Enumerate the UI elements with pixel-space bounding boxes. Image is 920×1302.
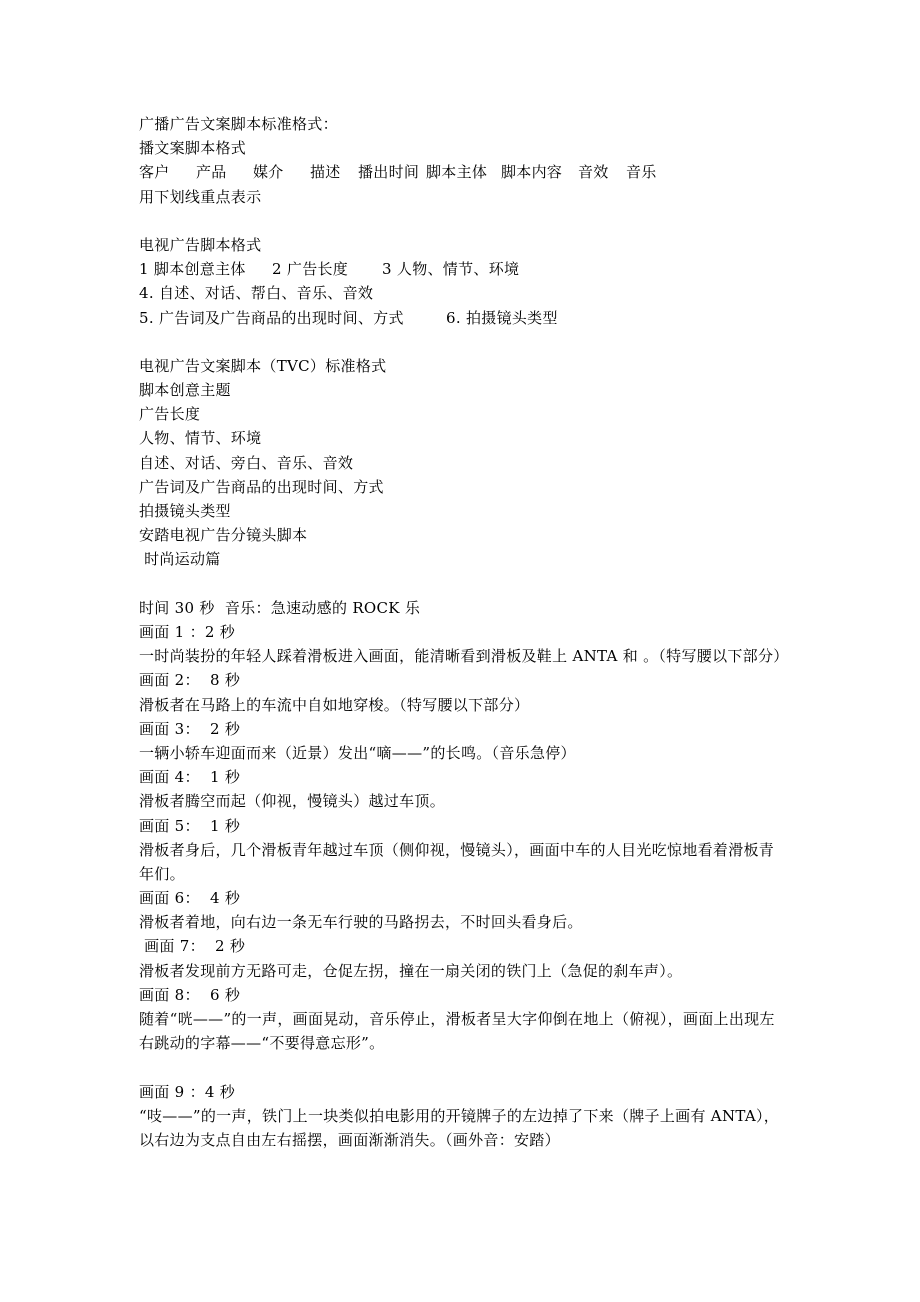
scene-label: 画面 2： 8 秒	[139, 671, 241, 690]
tv-format-item: 2 广告长度	[272, 260, 349, 279]
tvc-item: 脚本创意主题	[139, 381, 231, 400]
scene-description: 随着“咣——”的一声，画面晃动，音乐停止，滑板者呈大字仰倒在地上（俯视），画面上出现左右跳动的字幕——“不要得意忘形”。	[139, 1010, 775, 1053]
scene-label: 画面 1 ：2 秒	[139, 622, 236, 641]
scene-description: 一辆小轿车迎面而来（近景）发出“嘀——”的长鸣。（音乐急停）	[139, 743, 576, 762]
scene-description: 滑板者着地，向右边一条无车行驶的马路拐去，不时回头看身后。	[139, 913, 583, 932]
radio-column-label: 描述	[310, 163, 341, 182]
scene-description: 滑板者发现前方无路可走，仓促左拐，撞在一扇关闭的铁门上（急促的刹车声）。	[139, 961, 683, 980]
tv-format-item: 1 脚本创意主体	[139, 260, 246, 279]
radio-column-label: 脚本主体	[426, 163, 488, 182]
scene-label: 画面 8： 6 秒	[139, 985, 241, 1004]
scene-label: 画面 7： 2 秒	[139, 937, 246, 956]
radio-column-label: 音乐	[626, 163, 657, 182]
example-title: 安踏电视广告分镜头脚本	[139, 526, 308, 545]
radio-section-title: 广播广告文案脚本标准格式：	[139, 115, 338, 133]
radio-column-label: 音效	[578, 163, 609, 182]
tvc-item: 广告词及广告商品的出现时间、方式	[139, 477, 384, 496]
radio-column-label: 媒介	[253, 163, 284, 182]
spacer	[139, 1055, 789, 1079]
tvc-item: 广告长度	[139, 405, 201, 424]
tvc-item: 自述、对话、旁白、音乐、音效	[139, 453, 354, 472]
radio-column-label: 播出时间	[358, 163, 420, 182]
scene-label: 画面 6： 4 秒	[139, 889, 241, 908]
tvc-title: 电视广告文案脚本（TVC）标准格式	[139, 356, 387, 375]
spacer	[139, 209, 789, 233]
example-subtitle: 时尚运动篇	[139, 550, 221, 569]
tv-format-item-4: 4. 自述、对话、帮白、音乐、音效	[139, 284, 374, 303]
scene-label: 画面 3： 2 秒	[139, 719, 241, 738]
scene-label: 画面 4： 1 秒	[139, 768, 241, 787]
script-header: 时间 30 秒 音乐：急速动感的 ROCK 乐	[139, 598, 421, 617]
scene-description: 一时尚装扮的年轻人踩着滑板进入画面，能清晰看到滑板及鞋上 ANTA 和 。（特写腰以下部分）	[139, 647, 789, 666]
scene-description: 滑板者在马路上的车流中自如地穿梭。（特写腰以下部分）	[139, 695, 530, 714]
tv-format-row-1	[139, 257, 789, 281]
radio-column-label: 客户	[139, 163, 170, 182]
tv-format-item: 5. 广告词及广告商品的出现时间、方式	[139, 308, 404, 327]
tv-format-title: 电视广告脚本格式	[139, 235, 262, 254]
scene-label: 画面 9 ：4 秒	[139, 1082, 236, 1101]
radio-column-label: 产品	[196, 163, 227, 182]
scene-description: “吱——”的一声，铁门上一块类似拍电影用的开镜牌子的左边掉了下来（牌子上画有 ANTA），以右边为支点自由左右摇摆，画面渐渐消失。（画外音：安踏）	[139, 1106, 780, 1150]
radio-columns-row	[139, 160, 789, 184]
tv-format-item: 3 人物、情节、环境	[382, 260, 520, 279]
document-page	[139, 112, 789, 1152]
scene-description: 滑板者腾空而起（仰视，慢镜头）越过车顶。	[139, 792, 446, 811]
tv-format-item: 6. 拍摄镜头类型	[446, 308, 558, 327]
scene-label: 画面 5： 1 秒	[139, 816, 241, 835]
radio-column-label: 脚本内容	[501, 163, 563, 182]
scene-description: 滑板者身后，几个滑板青年越过车顶（侧仰视，慢镜头），画面中车的人目光吃惊地看着滑板青年们。	[139, 840, 775, 883]
spacer	[139, 330, 789, 354]
radio-note: 用下划线重点表示	[139, 187, 262, 206]
tv-format-row-3	[139, 306, 789, 330]
tvc-item: 人物、情节、环境	[139, 429, 262, 448]
spacer	[139, 572, 789, 596]
radio-section-subtitle: 播文案脚本格式	[139, 139, 247, 158]
tvc-item: 拍摄镜头类型	[139, 502, 231, 520]
